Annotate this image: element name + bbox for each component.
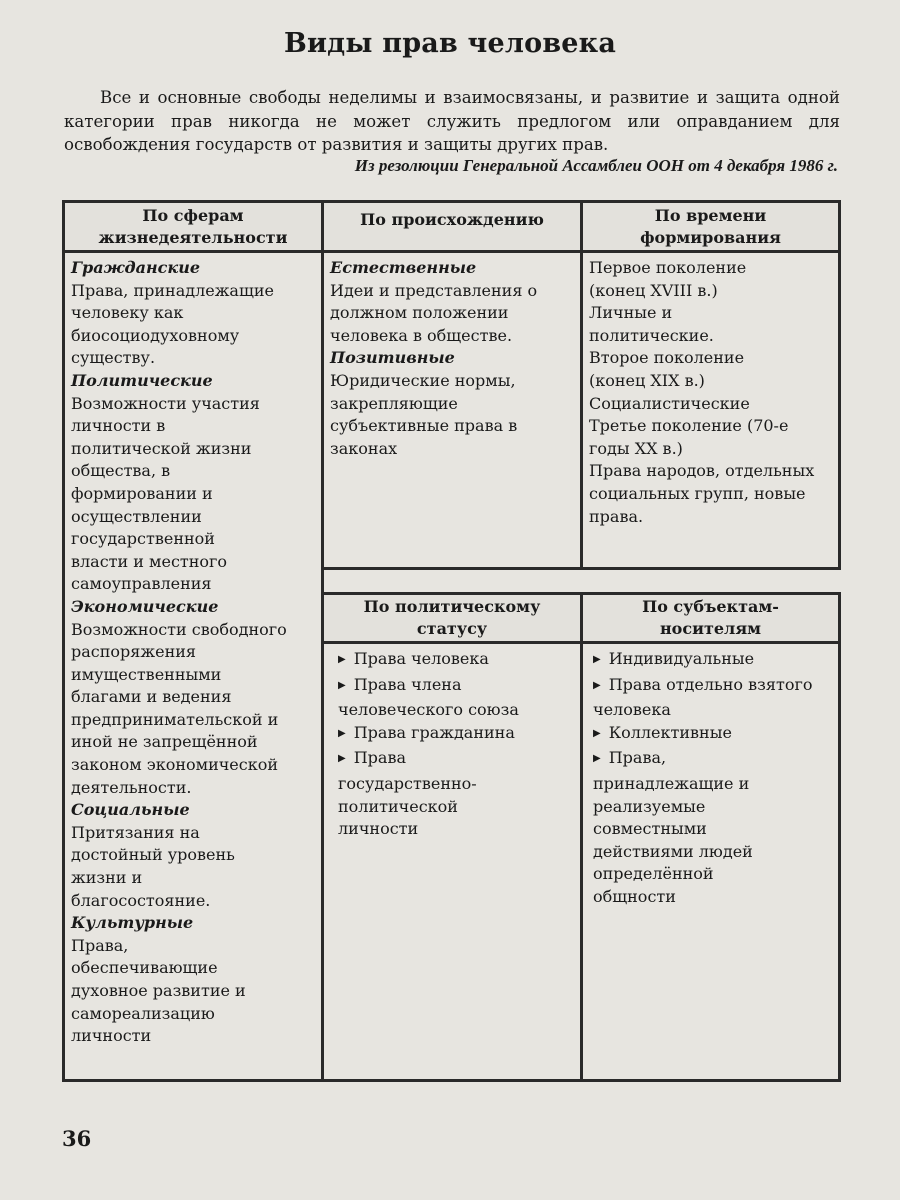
subject-item: ▶ Индивидуальные <box>593 648 832 674</box>
sphere-name: Культурные <box>71 913 194 933</box>
epigraph <box>64 86 840 157</box>
page-number: 36 <box>62 1126 92 1151</box>
time-item: Второе поколение (конец XIX в.) <box>589 348 745 390</box>
political-item: ▶ Права гражданина <box>338 722 574 748</box>
origin-name: Позитивные <box>330 348 455 368</box>
time-item: Социалистические <box>589 393 750 413</box>
time-item: Третье поколение (70-е годы XX в.) <box>589 416 789 458</box>
sphere-name: Экономические <box>71 596 219 616</box>
sphere-name: Политические <box>71 370 213 390</box>
header-time: По времени формирования <box>580 200 841 253</box>
origin-text: Идеи и представления о должном положении человека в обществе. <box>330 280 538 345</box>
political-item: ▶ Права государственно-политической личности <box>338 747 574 840</box>
subject-item: ▶ Коллективные <box>593 722 832 748</box>
time-cell <box>583 253 838 532</box>
spheres-cell <box>65 253 321 1052</box>
epigraph-source: Из резолюции Генеральной Ассамблеи ООН от 4 декабря 1986 г. <box>354 156 838 175</box>
time-item: Права народов, отдельных социальных групп, новые права. <box>589 461 815 526</box>
sphere-text: Возможности свободного распоряжения имущественными благами и ведения предпринимательской и иной не запрещённой законом экономической деятельности. <box>71 619 287 797</box>
header-origin: По происхождению <box>321 200 583 253</box>
political-item: ▶ Права члена человеческого союза <box>338 674 574 722</box>
page-title: Виды прав человека <box>283 28 617 59</box>
sphere-text: Права, обеспечивающие духовное развитие и самореализацию личности <box>71 935 246 1046</box>
origin-text: Юридические нормы, закрепляющие субъективные права в законах <box>330 370 518 458</box>
sphere-text: Притязания на достойный уровень жизни и благосостояние. <box>71 822 235 910</box>
sphere-text: Права, принадлежащие человеку как биосоциодуховному существу. <box>71 280 274 368</box>
origin-name: Естественные <box>330 258 477 277</box>
sphere-name: Социальные <box>71 800 190 820</box>
header-political: По политическому статусу <box>321 592 583 644</box>
sphere-name: Гражданские <box>71 258 201 277</box>
political-item: ▶ Права человека <box>338 648 574 674</box>
time-item: Личные и политические. <box>589 303 714 345</box>
subject-item: ▶ Права отдельно взятого человека <box>593 674 832 722</box>
epigraph-text: Все и основные свободы неделимы и взаимосвязаны, и развитие и защита одной категории прав никогда не может служить предлогом или оправданием для освобождения государств от развития и защиты других прав. <box>64 88 840 154</box>
sphere-text: Возможности участия личности в политической жизни общества, в формировании и осуществлении государственной власти и местного самоуправления <box>71 393 260 594</box>
origin-cell <box>324 253 580 464</box>
subjects-cell <box>583 644 838 913</box>
political-cell <box>324 644 580 845</box>
subject-item: ▶ Права, принадлежащие и реализуемые совместными действиями людей определённой общности <box>593 747 832 908</box>
time-item: Первое поколение (конец XVIII в.) <box>589 258 747 300</box>
header-subjects: По субъектам-носителям <box>580 592 841 644</box>
header-spheres: По сферам жизнедеятельности <box>62 200 324 253</box>
